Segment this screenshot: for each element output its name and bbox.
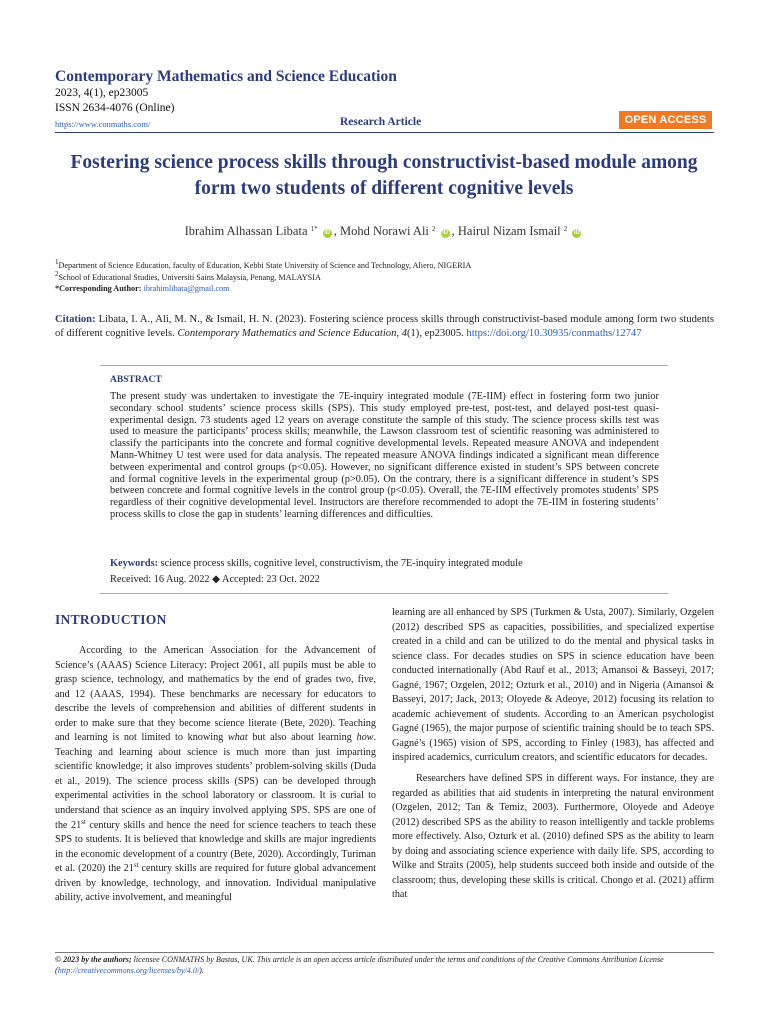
journal-title: Contemporary Mathematics and Science Education: [55, 68, 397, 85]
article-type: Research Article: [340, 116, 422, 128]
keywords: [110, 558, 659, 569]
journal-volume: 2023, 4(1), ep23005: [55, 87, 149, 99]
corresponding-email-link[interactable]: ibrahimlibata@gmail.com: [143, 284, 230, 293]
body-column-right: [392, 606, 714, 903]
affiliation-2: $^2$School of Educational Studies, Universiti Sains Malaysia, Penang, MALAYSIA: [55, 270, 321, 282]
footer-divider: [55, 952, 714, 953]
affiliation-text: Department of Science Education, faculty of Education, Kebbi State University of Science and Technology, Aliero, NIGERIA: [58, 261, 472, 270]
author-list: Ibrahim Alhassan Libata $^{1*}$ iD , Mohd Norawi Ali $^2$ iD , Hairul Nizam Ismail $^2$ iD: [184, 224, 580, 238]
paragraph: According to the American Association for the Advancement of Science’s (AAAS) Science Literacy: Project 2061, all pupils must be able to grasp science, technology, and mathematics by the end of grades two, five, and 12 (AAAS, 1994). These benchmarks are necessary for educators to describe the levels of comprehension and abilities of different students in order to make sure that they become science literate (Bete, 2020). Teaching and learning is not limited to knowing what but also about learning how. Teaching and learning about science is much more than just imparting scientific knowledge; it also improves students’ problem-solving skills (Duda et al., 2019). The science process skills (SPS) can be developed through experimental activities in the school laboratory or classroom. It is curial to understand that science as an inquiry involved applying SPS. SPS are one of the 21st century skills and hence the need for science teachers to teach these SPS to students. It is believed that knowledge and skills are major ingredients in the economic development of a country (Bete, 2020). Accordingly, Turiman et al. (2020) the 21st century skills are required for future global advancement driven by knowledge, technology, and innovation. Individual manipulative ability, active involvement, and meaningful: [55, 645, 376, 904]
license-link[interactable]: http://creativecommons.org/licenses/by/4.0/: [57, 965, 200, 975]
received-accepted-dates: Received: 16 Aug. 2022 ◆ Accepted: 23 Oct. 2022: [110, 574, 320, 585]
author-name: Mohd Norawi Ali: [340, 224, 429, 238]
corresponding-author: [55, 284, 230, 293]
citation-journal: Contemporary Mathematics and Science Education,: [177, 327, 400, 339]
orcid-icon[interactable]: iD: [573, 230, 580, 236]
journal-issn: ISSN 2634-4076 (Online): [55, 102, 175, 114]
author-affiliation-mark: 1*: [310, 225, 318, 233]
citation-issue: (1), ep23005.: [406, 327, 464, 339]
affiliation-1: $^1$Department of Science Education, faculty of Education, Kebbi State University of Science and Technology, Aliero, NIGERIA: [55, 258, 472, 270]
citation-text: Libata, I. A., Ali, M. N., & Ismail, H. N. (2023). Fostering science process skills through constructivist-based module among form two students of different cognitive levels.: [55, 314, 714, 339]
author-name: Ibrahim Alhassan Libata: [184, 224, 308, 238]
author-affiliation-mark: 2: [432, 225, 436, 233]
paragraph: learning are all enhanced by SPS (Turkmen & Usta, 2007). Similarly, Ozgelen (2012) described SPS as capacities, possibilities, and specialized expertise created in a child and can be utilized to do the mental and physical tasks in science class. For decades studies on SPS in science education have been conducted internationally (Abd Rauf et al., 2013; Amansoi & Basseyi, 2017; Gagné, 1967; Ozgelen, 2012; Ozturk et al., 2010) and in Nigeria (Amansoi & Basseyi, 2017; Jack, 2013; Oloyede & Adeoye, 2012) focusing its relation to academic achievement of students. According to an American psychologist Gagné (1965), the major purpose of scientific training should be to teach SPS. Gagné’s (1965) vision of SPS, according to Finley (1983), has affected and inspired academics, curriculum creators, and scientific educators for decades.: [392, 607, 714, 764]
citation-label: Citation:: [55, 314, 96, 325]
citation-volume: 4: [401, 327, 407, 339]
keywords-text: science process skills, cognitive level, constructivism, the 7E-inquiry integrated module: [160, 558, 523, 569]
body-column-left: [55, 644, 376, 906]
copyright: © 2023 by the authors;: [55, 955, 132, 964]
author-affiliation-mark: 2: [563, 225, 568, 233]
paper-title: Fostering science process skills through constructivist-based module among form two students of different cognitive levels: [70, 152, 698, 199]
orcid-icon[interactable]: iD: [442, 230, 449, 236]
abstract-heading: ABSTRACT: [110, 375, 162, 385]
open-access-badge: OPEN ACCESS: [619, 111, 712, 129]
emphasis-how: how: [356, 732, 374, 744]
paragraph: Researchers have defined SPS in different ways. For instance, they are regarded as abilities that aid students in interpreting the natural environment (Ozgelen, 2012; Tan & Temiz, 2003). Furthermore, Oloyede and Adeoye (2012) described SPS as the ability to reason intelligently and tackle problems more effectively. Also, Ozturk et al. (2010) defined SPS as the ability to learn by doing and associating science experience with daily life. SPS, according to Wilke and Straits (2005), help students succeed both inside and outside of the classroom; thus, developing these skills is critical. Chongo et al. (2021) affirm that: [392, 773, 714, 901]
abstract-text: The present study was undertaken to investigate the 7E-inquiry integrated module (7E-IIM) effect in fostering form two junior secondary school students’ science process skills (SPS). This study employed pre-test, post-test, and delayed post-test quasi-experimental design. 73 students aged 12 years on average constitute the sample of this study. The science process skills test was used to measure the participants’ process skills; meanwhile, the Lawson classroom test of scientific reasoning was administered to classify the participants into the concrete and formal cognitive developmental levels. Repeated measure ANOVA and independent Mann-Whitney U test were used for data analysis. The repeated measure ANOVA findings indicated a significant mean difference between experimental and control groups (p<0.05). However, no significant difference existed in student’s SPS between concrete and formal cognitive levels in the experimental group (p>0.05). On the contrary, there is a significant difference in student’s SPS between concrete and formal cognitive levels in the control group (p<0.05). Overall, the 7E-IIM effectively promotes students’ SPS regardless of their cognitive developmental level. Instructors are therefore recommended to adopt the 7E-IIM in fostering students’ process skills to close the gap in students’ learning differences and difficulties.: [110, 391, 659, 520]
journal-url-link[interactable]: https://www.conmaths.com/: [55, 119, 151, 129]
section-heading-introduction: INTRODUCTION: [55, 612, 167, 627]
license-footer: © 2023 by the authors; licensee CONMATHS by Bastas, UK. This article is an open access article distributed under the terms and conditions of the Creative Commons Attribution License (http://creativecommons.org/licenses/by/4.0/).: [55, 955, 664, 975]
header-divider: [55, 132, 714, 133]
keywords-label: Keywords:: [110, 558, 159, 569]
doi-link[interactable]: https://doi.org/10.30935/conmaths/12747: [466, 327, 642, 339]
corresponding-author-label: *Corresponding Author:: [55, 284, 142, 293]
author-name: Hairul Nizam Ismail: [457, 224, 561, 238]
emphasis-what: what: [227, 732, 248, 744]
orcid-icon[interactable]: iD: [324, 230, 331, 236]
affiliation-text: School of Educational Studies, Universiti Sains Malaysia, Penang, MALAYSIA: [58, 273, 321, 282]
citation-block: [55, 313, 714, 340]
